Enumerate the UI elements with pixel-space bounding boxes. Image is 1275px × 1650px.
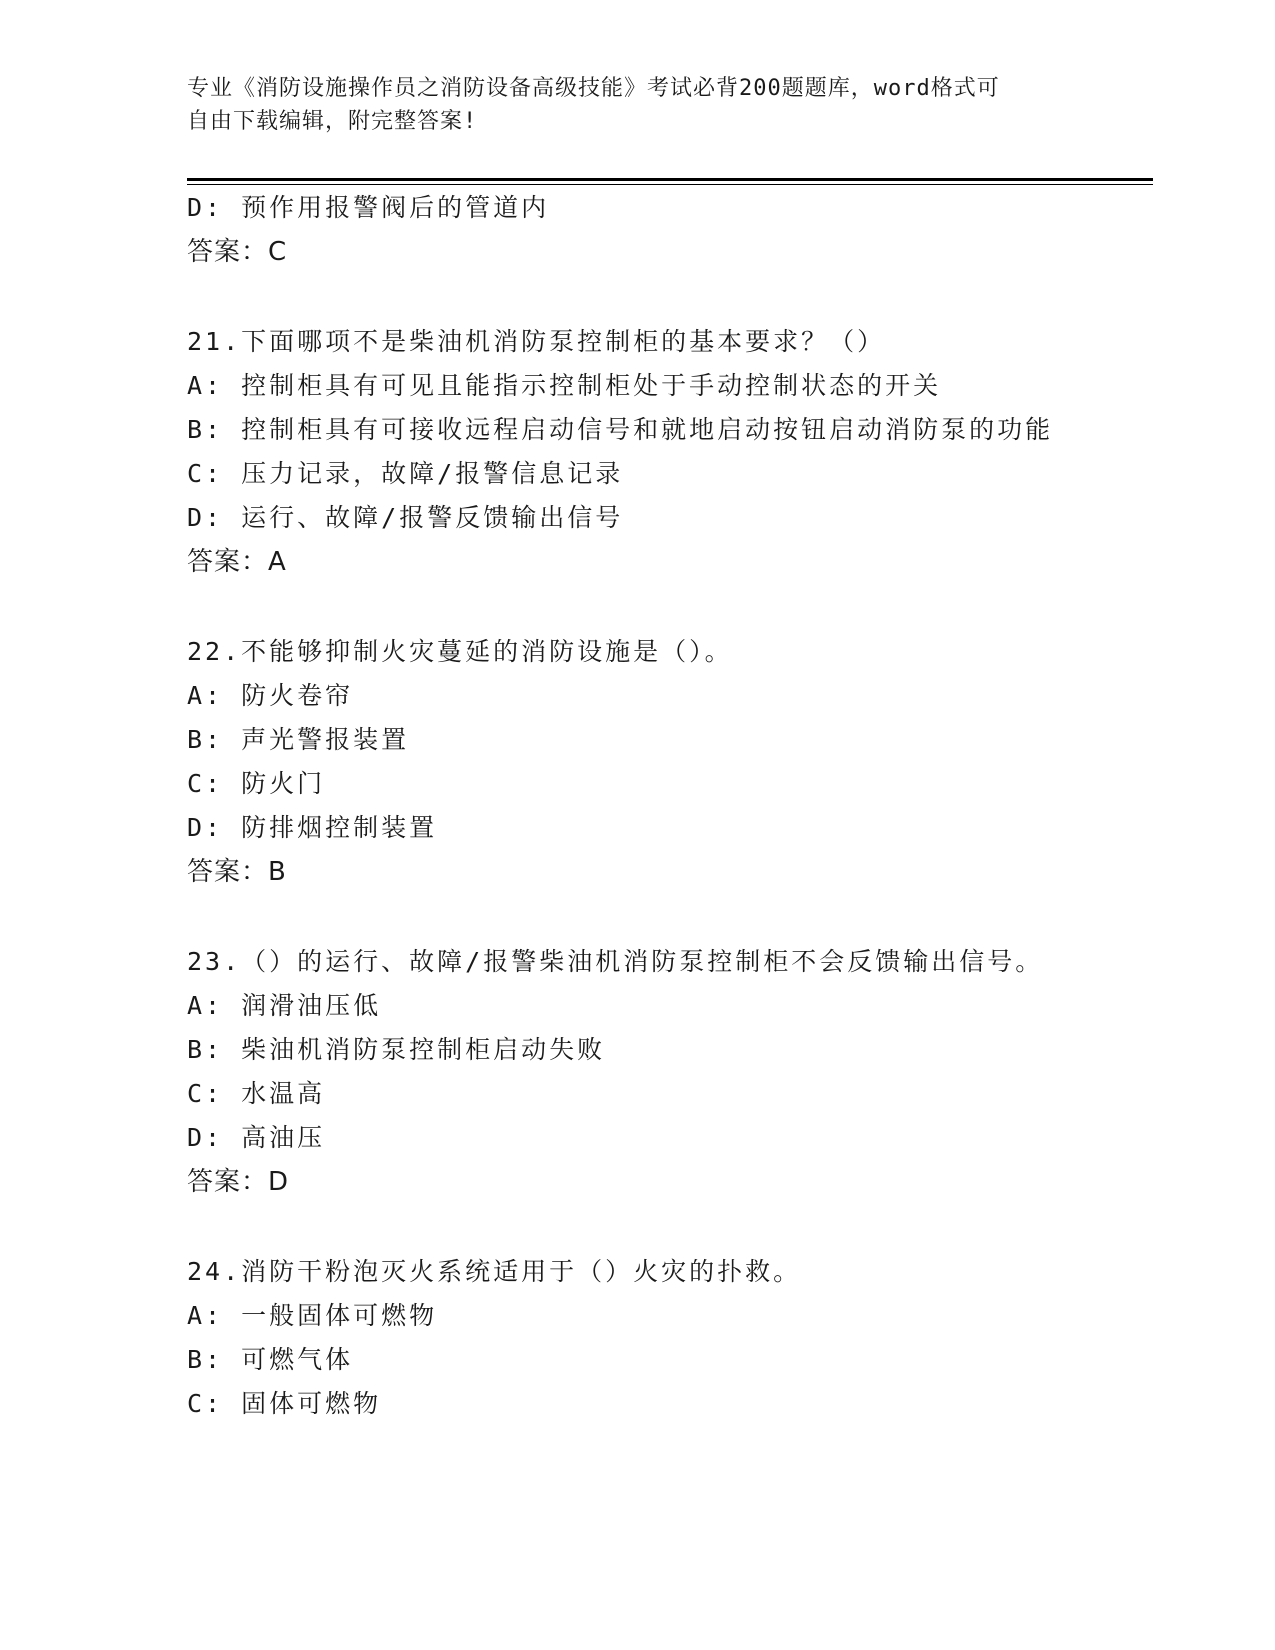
question-22-option-d: D: 防排烟控制装置 (187, 813, 438, 842)
header-line-1: 专业《消防设施操作员之消防设备高级技能》考试必背200题题库，word格式可 (187, 76, 1000, 101)
header-rule-thick (187, 178, 1153, 181)
question-21-stem: 21.下面哪项不是柴油机消防泵控制柜的基本要求？（） (187, 327, 886, 356)
prev-option-d: D: 预作用报警阀后的管道内 (187, 193, 550, 222)
question-22-option-b: B: 声光警报装置 (187, 725, 410, 754)
question-21-option-a: A: 控制柜具有可见且能指示控制柜处于手动控制状态的开关 (187, 371, 942, 400)
question-21-answer: 答案：A (187, 547, 287, 577)
question-21-option-b: B: 控制柜具有可接收远程启动信号和就地启动按钮启动消防泵的功能 (187, 415, 1054, 444)
question-23-option-a: A: 润滑油压低 (187, 991, 382, 1020)
question-23-option-d: D: 高油压 (187, 1123, 326, 1152)
question-22-stem: 22.不能够抑制火灾蔓延的消防设施是（）。 (187, 637, 733, 666)
document-header (187, 72, 1077, 138)
question-24-stem: 24.消防干粉泡灭火系统适用于（）火灾的扑救。 (187, 1257, 802, 1286)
question-22-option-c: C: 防火门 (187, 769, 326, 798)
prev-answer: 答案：C (187, 237, 288, 267)
question-23-option-c: C: 水温高 (187, 1079, 326, 1108)
question-21-option-c: C: 压力记录，故障/报警信息记录 (187, 459, 624, 488)
question-24-option-c: C: 固体可燃物 (187, 1389, 382, 1418)
question-24-option-b: B: 可燃气体 (187, 1345, 354, 1374)
question-22-answer: 答案：B (187, 857, 287, 887)
header-rule-thin (187, 184, 1153, 185)
header-line-2: 自由下载编辑，附完整答案! (187, 109, 478, 134)
question-23-stem: 23.（）的运行、故障/报警柴油机消防泵控制柜不会反馈输出信号。 (187, 947, 1044, 976)
question-23-option-b: B: 柴油机消防泵控制柜启动失败 (187, 1035, 606, 1064)
question-21-option-d: D: 运行、故障/报警反馈输出信号 (187, 503, 624, 532)
question-24-option-a: A: 一般固体可燃物 (187, 1301, 438, 1330)
question-22-option-a: A: 防火卷帘 (187, 681, 354, 710)
question-23-answer: 答案：D (187, 1167, 290, 1197)
